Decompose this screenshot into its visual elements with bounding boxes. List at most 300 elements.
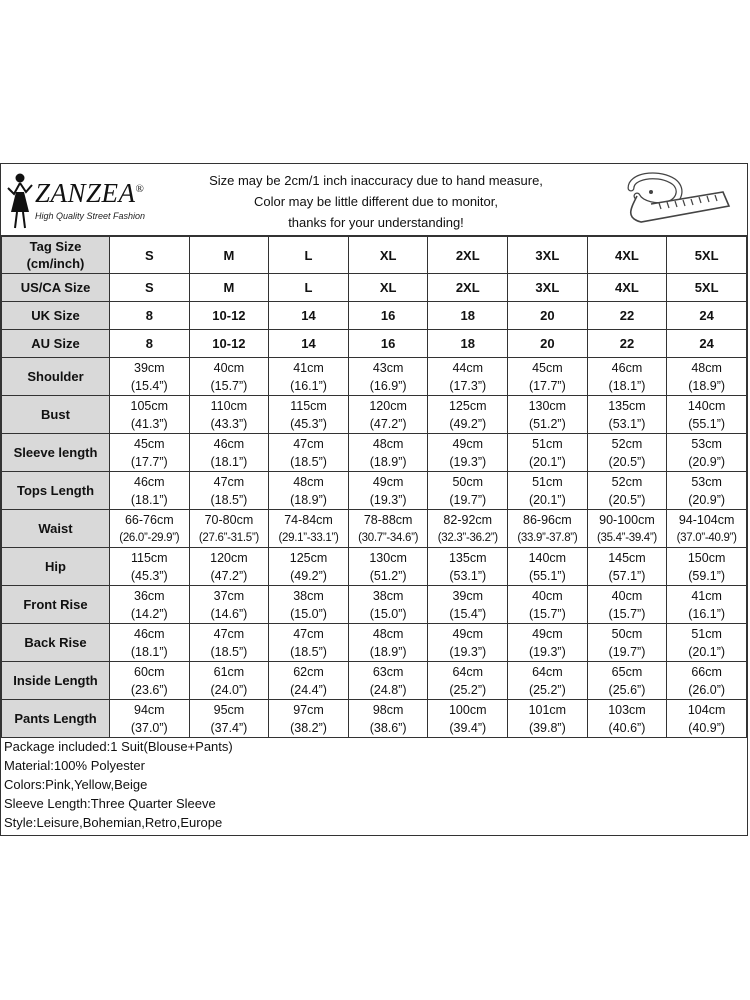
- inch-value: (18.5”): [210, 644, 248, 659]
- size-cell: XL: [348, 274, 428, 302]
- row-label: Hip: [2, 548, 110, 586]
- measurement-cell: [110, 624, 190, 662]
- cm-value: 74-84cm: [284, 512, 333, 527]
- measurement-cell: [110, 700, 190, 738]
- cm-value: 48cm: [372, 436, 404, 451]
- measurement-cell: [587, 472, 667, 510]
- inch-value: (37.0”): [130, 720, 168, 735]
- measurement-cell: [110, 548, 190, 586]
- measurement-cell: [587, 700, 667, 738]
- measurement-cell: [269, 434, 349, 472]
- cm-value: 60cm: [134, 664, 165, 679]
- inch-value: (19.3”): [449, 454, 487, 469]
- measurement-cell: [428, 624, 508, 662]
- size-cell: 8: [110, 302, 190, 330]
- size-row: [2, 237, 747, 274]
- measurement-cell: [428, 700, 508, 738]
- measurement-cell: [428, 510, 508, 548]
- size-cell: 24: [667, 330, 747, 358]
- inch-value: (24.4”): [290, 682, 327, 697]
- inch-value: (40.6”): [608, 720, 646, 735]
- cm-value: 50cm: [611, 626, 643, 641]
- row-label: Tag Size (cm/inch): [2, 237, 110, 274]
- row-label: Sleeve length: [2, 434, 110, 472]
- cm-value: 70-80cm: [204, 512, 254, 527]
- measurement-row: [2, 586, 747, 624]
- size-cell: M: [189, 237, 269, 274]
- measuring-tape-icon: [611, 166, 741, 232]
- cm-value: 36cm: [134, 588, 165, 603]
- inch-value: (43.3”): [210, 416, 248, 431]
- cm-value: 41cm: [691, 588, 722, 603]
- inch-value: (24.8”): [369, 682, 407, 697]
- size-cell: 10-12: [189, 302, 269, 330]
- size-table: [1, 236, 747, 738]
- size-cell: 10-12: [189, 330, 269, 358]
- inch-value: (18.5”): [290, 454, 327, 469]
- measurement-row: [2, 700, 747, 738]
- row-label: UK Size: [2, 302, 110, 330]
- inch-value: (18.9”): [290, 492, 327, 507]
- cm-value: 38cm: [372, 588, 404, 603]
- measurement-cell: [348, 434, 428, 472]
- inch-value: (20.5”): [608, 454, 646, 469]
- cm-value: 63cm: [372, 664, 404, 679]
- measurement-cell: [587, 358, 667, 396]
- cm-value: 66-76cm: [124, 512, 174, 527]
- inch-value: (14.2”): [130, 606, 168, 621]
- measurement-cell: [508, 548, 588, 586]
- measurement-cell: [508, 434, 588, 472]
- cm-value: 53cm: [691, 474, 722, 489]
- size-cell: 22: [587, 330, 667, 358]
- cm-value: 78-88cm: [363, 512, 413, 527]
- cm-value: 110cm: [210, 398, 248, 413]
- measurement-cell: [508, 662, 588, 700]
- size-cell: 20: [508, 302, 588, 330]
- size-row: [2, 330, 747, 358]
- inch-value: (14.6”): [210, 606, 248, 621]
- inch-value: (39.8”): [528, 720, 566, 735]
- inch-value: (15.7”): [608, 606, 646, 621]
- cm-value: 61cm: [213, 664, 245, 679]
- measurement-cell: [587, 662, 667, 700]
- measurement-cell: [269, 700, 349, 738]
- inch-value: (49.2”): [290, 568, 327, 583]
- cm-value: 47cm: [213, 474, 245, 489]
- inch-value: (45.3”): [130, 568, 168, 583]
- measurement-cell: [189, 472, 269, 510]
- measurement-cell: [110, 662, 190, 700]
- package-included: Package included:1 Suit(Blouse+Pants): [4, 739, 233, 754]
- registered-mark: ®: [135, 183, 145, 195]
- cm-value: 47cm: [293, 436, 324, 451]
- size-cell: L: [269, 274, 349, 302]
- inch-value: (20.9”): [688, 454, 726, 469]
- notice-line: thanks for your understanding!: [288, 215, 464, 230]
- measurement-cell: [189, 624, 269, 662]
- cm-value: 48cm: [691, 360, 722, 375]
- measurement-cell: [189, 662, 269, 700]
- inch-value: (19.3”): [449, 644, 487, 659]
- cm-value: 140cm: [528, 550, 567, 565]
- size-row: [2, 302, 747, 330]
- measurement-cell: [269, 396, 349, 434]
- cm-value: 97cm: [293, 702, 324, 717]
- measurement-cell: [508, 472, 588, 510]
- inch-value: (20.5”): [608, 492, 646, 507]
- inch-value: (18.1”): [608, 378, 646, 393]
- cm-value: 51cm: [532, 474, 563, 489]
- cm-value: 145cm: [608, 550, 646, 565]
- measurement-cell: [667, 624, 747, 662]
- measurement-cell: [428, 434, 508, 472]
- notice-line: Color may be little different due to monitor,: [254, 194, 498, 209]
- brand-logo: [5, 170, 165, 230]
- measurement-cell: [348, 700, 428, 738]
- cm-value: 49cm: [452, 436, 484, 451]
- inch-value: (18.9”): [369, 644, 407, 659]
- measurement-cell: [508, 586, 588, 624]
- brand-name: ZANZEA: [35, 178, 136, 208]
- notice-line: Size may be 2cm/1 inch inaccuracy due to hand measure,: [209, 173, 543, 188]
- inch-value: (49.2”): [449, 416, 487, 431]
- inch-value: (23.6”): [130, 682, 168, 697]
- measurement-cell: [348, 662, 428, 700]
- measurement-cell: [667, 662, 747, 700]
- cm-value: 40cm: [611, 588, 643, 603]
- inch-value: (26.0”): [688, 682, 726, 697]
- measurement-cell: [667, 434, 747, 472]
- cm-value: 95cm: [213, 702, 245, 717]
- measurement-cell: [269, 358, 349, 396]
- measurement-row: [2, 624, 747, 662]
- inch-value: (45.3”): [290, 416, 327, 431]
- fashion-figure-icon: [5, 172, 35, 230]
- measurement-cell: [189, 358, 269, 396]
- inch-value: (18.1”): [130, 492, 168, 507]
- inch-value: (24.0”): [210, 682, 248, 697]
- inch-value: (40.9”): [688, 720, 726, 735]
- inch-value: (19.3”): [528, 644, 566, 659]
- row-label: Front Rise: [2, 586, 110, 624]
- inch-value: (19.7”): [608, 644, 646, 659]
- size-cell: 3XL: [508, 237, 588, 274]
- inch-value: (57.1”): [608, 568, 646, 583]
- inch-value: (17.7”): [528, 378, 566, 393]
- inch-value: (51.2”): [369, 568, 407, 583]
- inch-value: (27.6”-31.5”): [198, 531, 259, 544]
- sleeve-length: Sleeve Length:Three Quarter Sleeve: [4, 796, 216, 811]
- cm-value: 82-92cm: [443, 512, 493, 527]
- cm-value: 49cm: [452, 626, 484, 641]
- package-info: [4, 737, 233, 832]
- row-label: US/CA Size: [2, 274, 110, 302]
- size-cell: 16: [348, 302, 428, 330]
- measurement-cell: [428, 548, 508, 586]
- row-label: Pants Length: [2, 700, 110, 738]
- cm-value: 65cm: [611, 664, 643, 679]
- cm-value: 98cm: [372, 702, 404, 717]
- inch-value: (37.4”): [210, 720, 248, 735]
- size-cell: 2XL: [428, 274, 508, 302]
- measurement-row: [2, 662, 747, 700]
- cm-value: 150cm: [687, 550, 726, 565]
- inch-value: (19.7”): [449, 492, 487, 507]
- inch-value: (32.3”-36.2”): [437, 531, 498, 544]
- size-cell: 5XL: [667, 274, 747, 302]
- measurement-row: [2, 396, 747, 434]
- row-label: Waist: [2, 510, 110, 548]
- row-label: Tops Length: [2, 472, 110, 510]
- row-label: Bust: [2, 396, 110, 434]
- inch-value: (47.2”): [369, 416, 407, 431]
- cm-value: 64cm: [532, 664, 563, 679]
- cm-value: 48cm: [372, 626, 404, 641]
- cm-value: 40cm: [213, 360, 245, 375]
- cm-value: 37cm: [213, 588, 245, 603]
- cm-value: 46cm: [134, 626, 165, 641]
- cm-value: 52cm: [611, 474, 643, 489]
- measurement-cell: [428, 396, 508, 434]
- measurement-cell: [667, 472, 747, 510]
- inch-value: (25.2”): [528, 682, 566, 697]
- size-cell: S: [110, 274, 190, 302]
- cm-value: 100cm: [448, 702, 487, 717]
- cm-value: 49cm: [532, 626, 563, 641]
- inch-value: (18.1”): [210, 454, 248, 469]
- measurement-cell: [269, 510, 349, 548]
- cm-value: 90-100cm: [599, 512, 655, 527]
- measurement-cell: [348, 548, 428, 586]
- inch-value: (53.1”): [449, 568, 487, 583]
- size-cell: 14: [269, 330, 349, 358]
- size-cell: XL: [348, 237, 428, 274]
- cm-value: 45cm: [134, 436, 165, 451]
- cm-value: 64cm: [452, 664, 484, 679]
- cm-value: 50cm: [452, 474, 484, 489]
- size-cell: 22: [587, 302, 667, 330]
- cm-value: 94cm: [134, 702, 165, 717]
- row-label: AU Size: [2, 330, 110, 358]
- inch-value: (35.4”-39.4”): [596, 531, 657, 544]
- inch-value: (41.3”): [130, 416, 168, 431]
- measurement-cell: [269, 472, 349, 510]
- size-cell: 18: [428, 302, 508, 330]
- measurement-cell: [587, 396, 667, 434]
- measurement-cell: [110, 434, 190, 472]
- inch-value: (39.4”): [449, 720, 487, 735]
- size-cell: 5XL: [667, 237, 747, 274]
- measurement-cell: [667, 358, 747, 396]
- inch-value: (51.2”): [528, 416, 566, 431]
- cm-value: 125cm: [289, 550, 328, 565]
- size-cell: 4XL: [587, 237, 667, 274]
- inch-value: (38.2”): [290, 720, 327, 735]
- measurement-cell: [348, 358, 428, 396]
- size-cell: M: [189, 274, 269, 302]
- measurement-cell: [587, 548, 667, 586]
- cm-value: 140cm: [687, 398, 726, 413]
- measurement-cell: [189, 586, 269, 624]
- inch-value: (59.1”): [688, 568, 726, 583]
- inch-value: (16.1”): [688, 606, 726, 621]
- measurement-cell: [110, 472, 190, 510]
- cm-value: 103cm: [608, 702, 646, 717]
- measurement-row: [2, 434, 747, 472]
- measurement-cell: [428, 472, 508, 510]
- measurement-cell: [508, 358, 588, 396]
- inch-value: (18.1”): [130, 644, 168, 659]
- inch-value: (18.5”): [290, 644, 327, 659]
- cm-value: 47cm: [213, 626, 245, 641]
- size-cell: 20: [508, 330, 588, 358]
- inch-value: (15.0”): [369, 606, 407, 621]
- measurement-cell: [428, 586, 508, 624]
- measurement-cell: [587, 624, 667, 662]
- measurement-cell: [348, 472, 428, 510]
- size-chart: [0, 163, 748, 836]
- cm-value: 43cm: [372, 360, 404, 375]
- inch-value: (17.3”): [449, 378, 487, 393]
- measurement-cell: [667, 396, 747, 434]
- inch-value: (20.1”): [528, 492, 566, 507]
- inch-value: (25.2”): [449, 682, 487, 697]
- measurement-cell: [508, 396, 588, 434]
- size-cell: 18: [428, 330, 508, 358]
- cm-value: 120cm: [210, 550, 248, 565]
- cm-value: 135cm: [448, 550, 487, 565]
- size-cell: 4XL: [587, 274, 667, 302]
- cm-value: 52cm: [611, 436, 643, 451]
- style: Style:Leisure,Bohemian,Retro,Europe: [4, 815, 223, 830]
- inch-value: (20.9”): [688, 492, 726, 507]
- measurement-cell: [428, 662, 508, 700]
- size-cell: S: [110, 237, 190, 274]
- measurement-cell: [667, 548, 747, 586]
- measurement-row: [2, 472, 747, 510]
- row-label: Back Rise: [2, 624, 110, 662]
- inch-value: (26.0”-29.9”): [119, 531, 180, 544]
- cm-value: 39cm: [134, 360, 165, 375]
- cm-value: 39cm: [452, 588, 484, 603]
- cm-value: 135cm: [608, 398, 646, 413]
- measurement-cell: [508, 700, 588, 738]
- inch-value: (15.4”): [130, 378, 168, 393]
- cm-value: 86-96cm: [523, 512, 572, 527]
- cm-value: 105cm: [130, 398, 169, 413]
- measurement-cell: [428, 358, 508, 396]
- measurement-cell: [110, 358, 190, 396]
- size-row: [2, 274, 747, 302]
- inch-value: (16.9”): [369, 378, 407, 393]
- material: Material:100% Polyester: [4, 758, 145, 773]
- inch-value: (16.1”): [290, 378, 327, 393]
- measurement-cell: [587, 510, 667, 548]
- size-cell: 2XL: [428, 237, 508, 274]
- measurement-cell: [348, 624, 428, 662]
- cm-value: 38cm: [293, 588, 324, 603]
- measurement-cell: [189, 700, 269, 738]
- inch-value: (15.0”): [290, 606, 327, 621]
- inch-value: (47.2”): [210, 568, 248, 583]
- size-cell: 14: [269, 302, 349, 330]
- size-cell: 24: [667, 302, 747, 330]
- inch-value: (55.1”): [528, 568, 566, 583]
- inch-value: (37.0”-40.9”): [676, 531, 737, 544]
- cm-value: 130cm: [528, 398, 567, 413]
- cm-value: 125cm: [448, 398, 487, 413]
- measurement-cell: [587, 586, 667, 624]
- inch-value: (15.7”): [210, 378, 248, 393]
- measurement-cell: [667, 586, 747, 624]
- measurement-cell: [508, 510, 588, 548]
- measurement-row: [2, 358, 747, 396]
- cm-value: 101cm: [528, 702, 567, 717]
- measurement-row: [2, 510, 747, 548]
- cm-value: 51cm: [691, 626, 722, 641]
- inch-value: (25.6”): [608, 682, 646, 697]
- measurement-cell: [667, 510, 747, 548]
- cm-value: 46cm: [213, 436, 245, 451]
- cm-value: 48cm: [293, 474, 324, 489]
- measurement-cell: [189, 434, 269, 472]
- cm-value: 45cm: [532, 360, 563, 375]
- cm-value: 94-104cm: [678, 512, 735, 527]
- measurement-cell: [667, 700, 747, 738]
- cm-value: 115cm: [131, 550, 168, 565]
- cm-value: 46cm: [134, 474, 165, 489]
- cm-value: 51cm: [532, 436, 563, 451]
- size-cell: L: [269, 237, 349, 274]
- size-cell: 16: [348, 330, 428, 358]
- cm-value: 49cm: [372, 474, 404, 489]
- inch-value: (20.1”): [688, 644, 726, 659]
- cm-value: 115cm: [290, 398, 327, 413]
- inch-value: (17.7”): [130, 454, 168, 469]
- measurement-cell: [269, 624, 349, 662]
- measurement-row: [2, 548, 747, 586]
- measurement-cell: [348, 396, 428, 434]
- measurement-cell: [269, 662, 349, 700]
- size-cell: 3XL: [508, 274, 588, 302]
- inch-value: (38.6”): [369, 720, 407, 735]
- cm-value: 46cm: [611, 360, 643, 375]
- cm-value: 62cm: [293, 664, 324, 679]
- measurement-cell: [110, 396, 190, 434]
- inch-value: (55.1”): [688, 416, 726, 431]
- brand-tagline: High Quality Street Fashion: [35, 211, 146, 221]
- cm-value: 130cm: [369, 550, 407, 565]
- size-cell: 8: [110, 330, 190, 358]
- inch-value: (29.1”-33.1”): [278, 531, 339, 544]
- measurement-cell: [269, 548, 349, 586]
- measurement-cell: [189, 548, 269, 586]
- measurement-cell: [269, 586, 349, 624]
- measurement-cell: [110, 510, 190, 548]
- inch-value: (53.1”): [608, 416, 646, 431]
- colors: Colors:Pink,Yellow,Beige: [4, 777, 148, 792]
- inch-value: (15.4”): [449, 606, 487, 621]
- cm-value: 53cm: [691, 436, 722, 451]
- measurement-cell: [348, 510, 428, 548]
- cm-value: 44cm: [452, 360, 484, 375]
- inch-value: (33.9”-37.8”): [517, 531, 578, 544]
- measurement-cell: [508, 624, 588, 662]
- measurement-cell: [110, 586, 190, 624]
- cm-value: 47cm: [293, 626, 324, 641]
- measurement-cell: [348, 586, 428, 624]
